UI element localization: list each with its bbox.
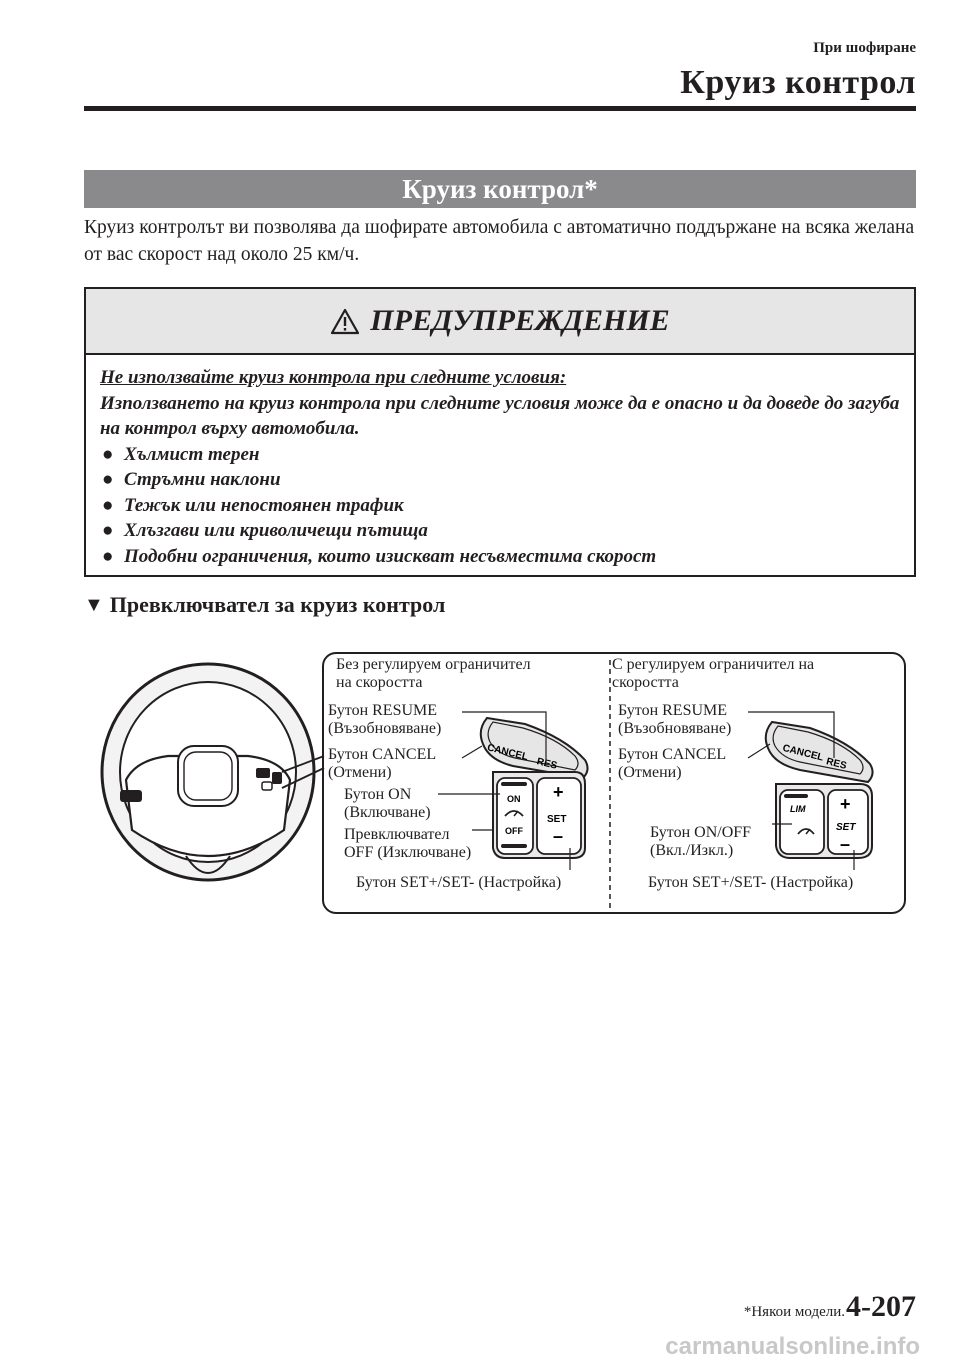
right-caption: С регулируем ограничител на скоростта <box>612 656 815 691</box>
section-title: Круиз контрол* <box>84 170 916 208</box>
on-key-text: ON <box>507 794 521 804</box>
warning-list-item: ● Стръмни наклони <box>102 469 281 490</box>
running-header-chapter: Круиз контрол <box>680 64 916 101</box>
subsection-heading: ▼ Превключвател за круиз контрол <box>84 592 446 617</box>
warning-list <box>100 442 900 570</box>
warning-list-item: ● Хълмист терен <box>102 443 260 465</box>
res-key-text: RES <box>825 756 848 772</box>
warning-box <box>84 287 916 577</box>
lim-key-text: LIM <box>790 804 806 814</box>
res-key-text: RES <box>535 756 559 772</box>
left-on-label: Бутон ON (Включване) <box>344 786 431 821</box>
page-number: 4-207 <box>846 1290 916 1323</box>
warning-body <box>86 355 914 569</box>
right-set-label: Бутон SET+/SET- (Настройка) <box>648 874 854 891</box>
warning-header <box>86 289 914 355</box>
triangle-bullet-icon: ▼ <box>84 593 104 616</box>
off-key-text: OFF <box>505 826 523 836</box>
footer-note: *Някои модели. <box>743 1304 845 1320</box>
intro-paragraph: Круиз контролът ви позволява да шофирате автомобила с автоматично поддържане на всяка желана от вас скорост над около 25 км/ч. <box>84 217 915 265</box>
warning-lead: Не използвайте круиз контрола при следните условия: <box>100 367 567 388</box>
set-key-text: SET <box>836 822 856 833</box>
warning-list-item: ● Хлъзгави или криволичещи пътища <box>102 520 428 541</box>
left-set-label: Бутон SET+/SET- (Настройка) <box>356 874 562 891</box>
warning-triangle-icon <box>330 308 360 335</box>
minus-key-text: – <box>840 834 851 854</box>
warning-list-item: ● Тежък или непостоянен трафик <box>102 494 404 516</box>
cancel-key-text: CANCEL <box>486 742 530 764</box>
right-cancel-label: Бутон CANCEL (Отмени) <box>618 746 727 781</box>
right-resume-label: Бутон RESUME (Възобновяване) <box>618 702 732 737</box>
cancel-key-text: CANCEL <box>781 742 825 764</box>
steering-wheel-illustration <box>96 660 326 900</box>
warning-title: ПРЕДУПРЕЖДЕНИЕ <box>370 304 670 337</box>
running-header-section: При шофиране <box>813 40 916 56</box>
left-off-label: Превключвател OFF (Изключване) <box>344 826 472 861</box>
set-key-text: SET <box>547 814 567 825</box>
header-rule <box>84 106 916 111</box>
minus-key-text: – <box>553 826 564 846</box>
left-cancel-label: Бутон CANCEL (Отмени) <box>328 746 437 781</box>
right-onoff-label: Бутон ON/OFF (Вкл./Изкл.) <box>650 824 752 859</box>
watermark: carmanualsonline.info <box>665 1333 920 1360</box>
warning-list-item: ● Подобни ограничения, които изискват несъвместима скорост <box>102 545 657 567</box>
plus-key-text: + <box>840 794 851 814</box>
left-caption: Без регулируем ограничител на скоростта <box>336 656 531 691</box>
warning-text: Използването на круиз контрола при следните условия може да е опасно и да доведе до загуба на контрол върху автомобила. <box>100 392 900 439</box>
left-resume-label: Бутон RESUME (Възобновяване) <box>328 702 442 737</box>
plus-key-text: + <box>553 782 564 802</box>
